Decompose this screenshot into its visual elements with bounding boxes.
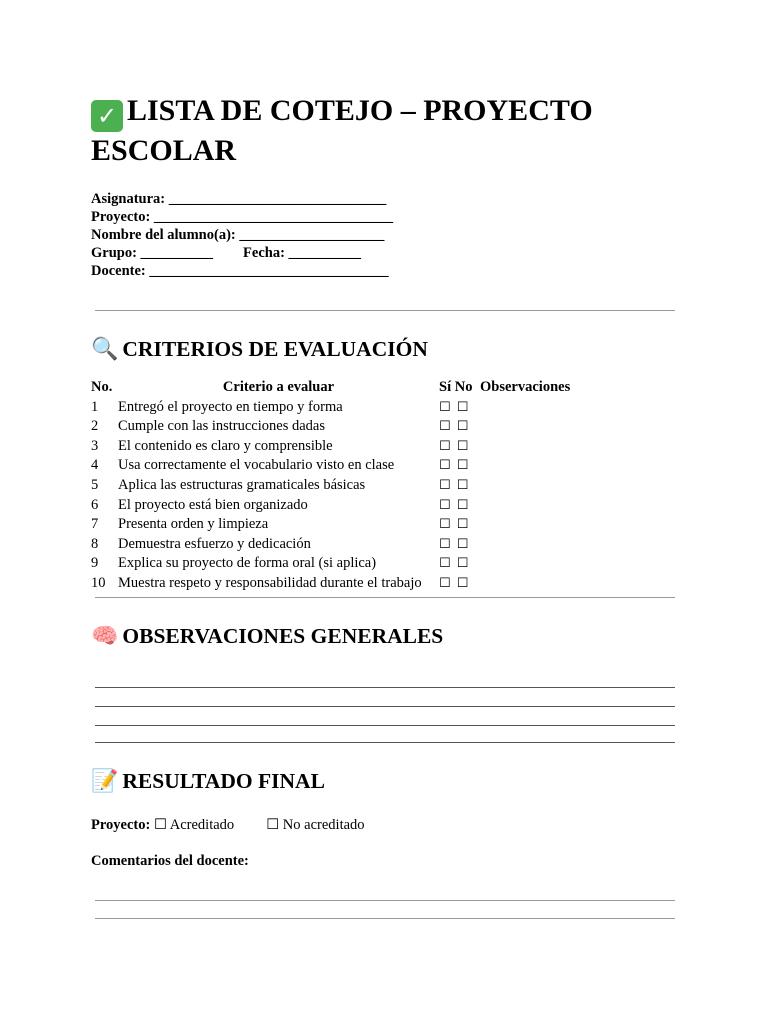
result-project-label: Proyecto: — [91, 816, 151, 833]
observation-lines[interactable] — [91, 687, 675, 743]
table-row — [91, 554, 570, 574]
table-row — [91, 437, 570, 457]
col-header-si-no: Sí No — [439, 379, 473, 395]
row-observaciones[interactable] — [476, 496, 570, 516]
field-alumno[interactable]: Nombre del alumno(a): ____________________ — [91, 227, 385, 243]
field-grupo[interactable]: Grupo: __________ — [91, 245, 214, 261]
divider — [95, 597, 675, 598]
row-criterion: Muestra respeto y responsabilidad durante el trabajo — [118, 574, 422, 591]
option-accredited-checkbox[interactable]: ☐ Acreditado — [153, 816, 235, 833]
checkbox-pair[interactable]: ☐ ☐ — [439, 556, 470, 572]
checkbox-pair[interactable]: ☐ ☐ — [439, 536, 470, 552]
page-title — [91, 92, 675, 170]
row-observaciones[interactable] — [476, 417, 570, 437]
section-title-observations — [91, 622, 675, 651]
field-grupo-fecha — [91, 244, 675, 262]
col-header-criterio: Criterio a evaluar — [222, 379, 335, 395]
option-not-accredited-checkbox[interactable]: ☐ No acreditado — [266, 816, 365, 833]
row-si-no-checkboxes[interactable] — [439, 476, 476, 496]
row-number: 2 — [91, 418, 99, 435]
row-observaciones[interactable] — [476, 574, 570, 594]
row-observaciones[interactable] — [476, 476, 570, 496]
row-criterion: Demuestra esfuerzo y dedicación — [118, 535, 311, 552]
checkbox-pair[interactable]: ☐ ☐ — [439, 458, 470, 474]
table-row — [91, 574, 570, 594]
row-observaciones[interactable] — [476, 535, 570, 555]
row-criterion: Presenta orden y limpieza — [118, 516, 269, 533]
row-si-no-checkboxes[interactable] — [439, 535, 476, 555]
row-number: 9 — [91, 555, 99, 572]
brain-icon: 🧠 — [91, 623, 119, 649]
observation-line[interactable] — [95, 725, 675, 726]
row-si-no-checkboxes[interactable] — [439, 456, 476, 476]
field-asignatura[interactable]: Asignatura: ______________________________ — [91, 191, 387, 207]
field-fecha[interactable]: Fecha: __________ — [243, 245, 362, 261]
row-number: 7 — [91, 516, 99, 533]
row-si-no-checkboxes[interactable] — [439, 437, 476, 457]
row-criterion: Entregó el proyecto en tiempo y forma — [118, 398, 343, 415]
checkbox-pair[interactable]: ☐ ☐ — [439, 438, 470, 454]
checkbox-pair[interactable]: ☐ ☐ — [439, 419, 470, 435]
row-criterion: Aplica las estructuras gramaticales básicas — [118, 476, 366, 493]
comment-line[interactable] — [95, 918, 675, 919]
observation-line[interactable] — [95, 742, 675, 743]
row-number: 10 — [91, 574, 106, 591]
row-number: 3 — [91, 437, 99, 454]
row-number: 1 — [91, 398, 99, 415]
row-observaciones[interactable] — [476, 554, 570, 574]
table-row — [91, 476, 570, 496]
table-row — [91, 456, 570, 476]
table-row — [91, 398, 570, 418]
observation-line[interactable] — [95, 706, 675, 707]
table-header-row — [91, 378, 570, 398]
magnifying-glass-icon: 🔍 — [91, 337, 119, 362]
row-si-no-checkboxes[interactable] — [439, 417, 476, 437]
checkbox-pair[interactable]: ☐ ☐ — [439, 399, 470, 415]
comment-lines[interactable] — [91, 900, 675, 919]
row-si-no-checkboxes[interactable] — [439, 496, 476, 516]
row-criterion: Usa correctamente el vocabulario visto en clase — [118, 457, 395, 474]
table-row — [91, 496, 570, 516]
row-number: 5 — [91, 476, 99, 493]
table-row — [91, 515, 570, 535]
row-si-no-checkboxes[interactable] — [439, 515, 476, 535]
field-docente[interactable]: Docente: _________________________________ — [91, 263, 389, 279]
result-title-text: RESULTADO FINAL — [122, 768, 325, 793]
student-info-fields — [91, 190, 675, 280]
row-criterion: Explica su proyecto de forma oral (si aplica) — [118, 555, 377, 572]
check-mark-button-icon: ✓ — [91, 100, 123, 132]
criteria-title-text: CRITERIOS DE EVALUACIÓN — [122, 337, 428, 361]
divider — [95, 310, 675, 311]
row-observaciones[interactable] — [476, 398, 570, 418]
table-row — [91, 535, 570, 555]
col-header-no: No. — [91, 379, 113, 395]
section-title-criteria — [91, 335, 675, 364]
title-line-2: ESCOLAR — [91, 134, 237, 167]
row-criterion: Cumple con las instrucciones dadas — [118, 418, 325, 435]
checkbox-pair[interactable]: ☐ ☐ — [439, 517, 470, 533]
observations-title-text: OBSERVACIONES GENERALES — [122, 623, 444, 648]
table-row — [91, 417, 570, 437]
section-title-result — [91, 767, 675, 796]
row-criterion: El proyecto está bien organizado — [118, 496, 308, 513]
row-observaciones[interactable] — [476, 456, 570, 476]
row-si-no-checkboxes[interactable] — [439, 398, 476, 418]
checkbox-pair[interactable]: ☐ ☐ — [439, 497, 470, 513]
document-page — [91, 92, 675, 919]
result-options — [91, 816, 675, 834]
row-criterion: El contenido es claro y comprensible — [118, 437, 333, 454]
row-observaciones[interactable] — [476, 515, 570, 535]
col-header-observaciones: Observaciones — [480, 379, 571, 395]
comments-label: Comentarios del docente: — [91, 852, 249, 869]
row-number: 8 — [91, 535, 99, 552]
memo-icon: 📝 — [91, 768, 119, 794]
title-line-1: LISTA DE COTEJO – PROYECTO — [127, 94, 593, 127]
checkbox-pair[interactable]: ☐ ☐ — [439, 575, 470, 591]
row-number: 4 — [91, 457, 99, 474]
checkbox-pair[interactable]: ☐ ☐ — [439, 477, 470, 493]
row-observaciones[interactable] — [476, 437, 570, 457]
field-proyecto[interactable]: Proyecto: _________________________________ — [91, 209, 394, 225]
row-number: 6 — [91, 496, 99, 513]
criteria-rows — [91, 398, 570, 594]
criteria-table — [91, 378, 570, 594]
row-si-no-checkboxes[interactable] — [439, 574, 476, 594]
comment-line[interactable] — [95, 900, 675, 901]
row-si-no-checkboxes[interactable] — [439, 554, 476, 574]
observation-line[interactable] — [95, 687, 675, 688]
